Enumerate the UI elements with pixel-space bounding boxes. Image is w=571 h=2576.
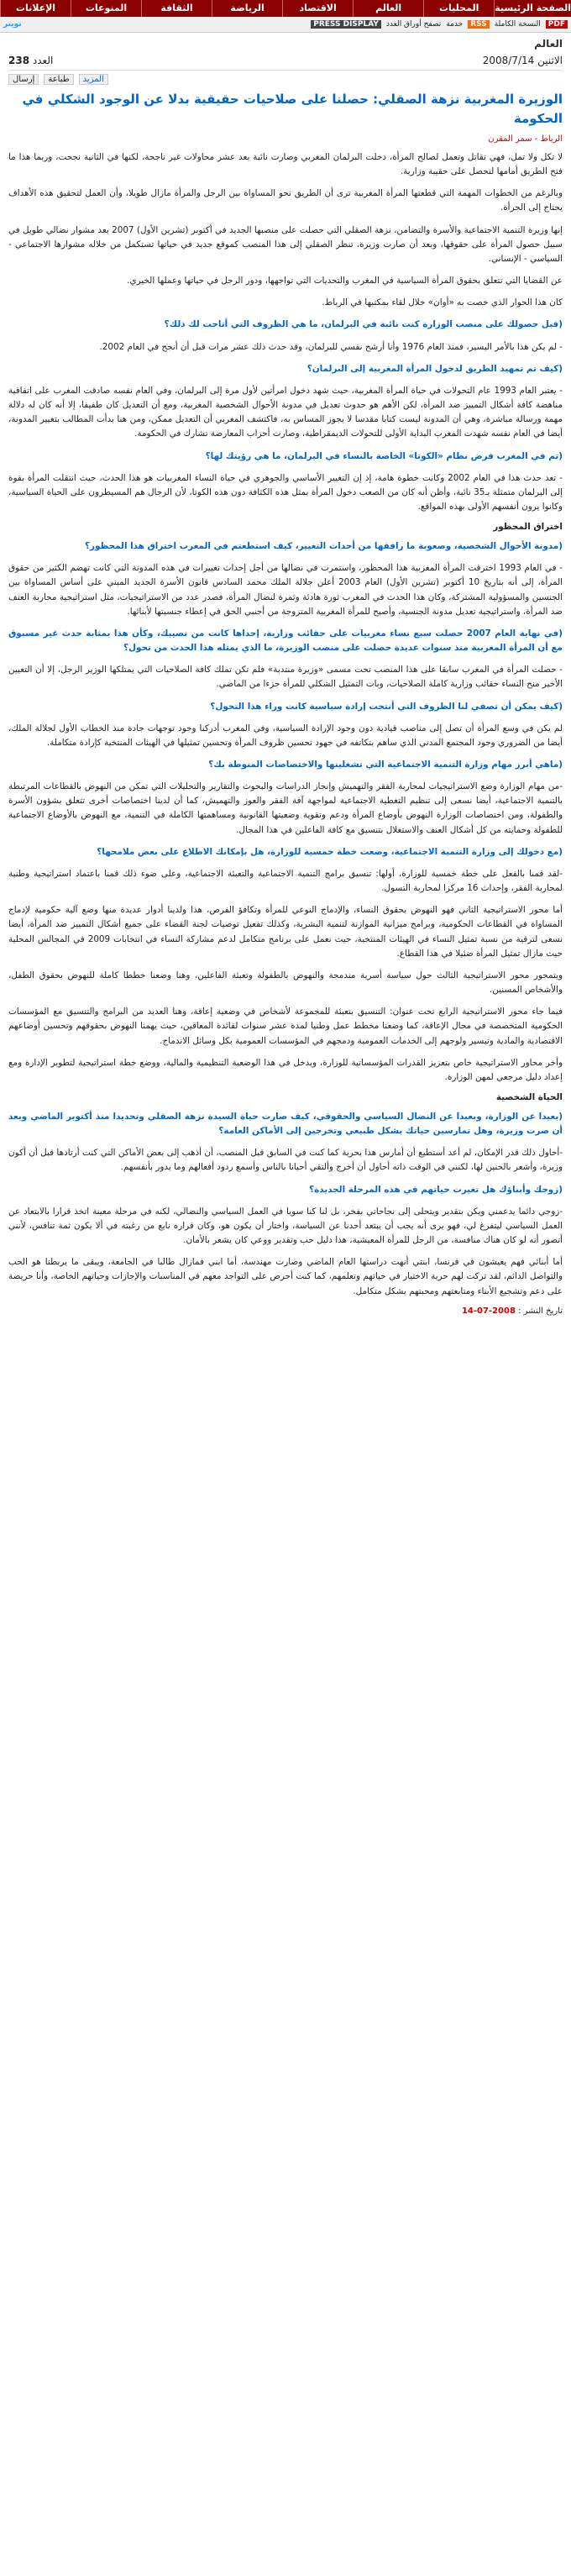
publish-footer [8,1306,563,1316]
interview-question: (مدونة الأحوال الشخصية، وصعوبة ما رافقها من أحداث التغيير، كيف استطعتم في المغرب اختراق هذا المحظور؟ [84,541,563,552]
nav-item[interactable]: الإعلانات [0,0,71,17]
paragraph: - في العام 1993 اخترقت المرأة المغربية هذا المحظور، واستمرت في نضالها من أجل إحداث تغييرات في هذه المدونة التي كانت تهضم الكثير من حقوق المرأة، إلى أنه بتاريخ 10 أكتوبر (تشرين الأول) العام 2003 أعلن جلالة الملك محمد السادس قانون الأسرة الجديد المبني على أساس المساواة بين الجنسين والمسؤولية المشتركة، وكان هذا الحدث في المغرب ثورة هادئة وثمرة لنضال المرأة، فصدر عدد من الاستراتيجيات، مثل استراتيجية محاربة العنف ضد المرأة، واستراتيجية تعديل مدونة الجنسية، وأصبح للمرأة المغربية المتزوجة من أجنبي الحق في إعطاء جنسيتها لأبنائها. [8,563,563,617]
nav-item[interactable]: المحليات [423,0,494,17]
paragraph: - حصلت المرأة في المغرب سابقا على هذا المنصب تحت مسمى «وزيرة منتدبة» فلم تكن تملك كافة الصلاحيات التي يمتلكها الوزير الرجل، إلا أن التعيين الأخير منح النساء حقائب وزارية كاملة الصلاحيات، وبات التمثيل الشكلي للمرأة جزءا من الماضي. [8,665,563,690]
pdf-button[interactable]: PDF [546,20,568,29]
complete-edition-link[interactable]: النسخة الكاملة [494,20,541,29]
more-link[interactable]: المزيد [79,74,108,85]
section-heading: اختراق المحظور [493,522,563,533]
twitter-link[interactable]: تويتر [3,20,22,29]
paragraph: فيما جاء محور الاستراتيجية الرابع تحت عنوان: التنسيق بتعبئة للمجموعة لأشخاص في وضعية إعاقة، وهنا العديد من البرامج والتنسيق مع المؤسسات الحكومية المتخصصة في مجال الإعاقة، كما وضعنا مخطط عمل وطنيا لمدة عشر سنوات لفائدة المعاقين، حيث يهمنا النهوض بحقوقهم وتحسين أوضاعهم الاقتصادية والمادية وتيسير ولوجهم إلى الخدمات العمومية ودمجهم في المؤسسات العمومية بكل وسائل الاندماج. [8,1007,563,1046]
publish-label: تاريخ النشر : [518,1306,563,1316]
paragraph: -أحاول ذلك قدر الإمكان، لم أعد أستطيع أن أمارس هذا بحرية كما كنت في السابق قبل المنصب، أن أذهب إلى بعض الأماكن التي كنت أرتادها قبل أن أكون وزيرة، وأشعر بالحنين لها، لكنني في الوقت ذاته أحاول أن أخرج وألتقي أحيانا بالناس وأسمع ردود أفعالهم وما يدور بأنفسهم. [8,1148,563,1173]
paragraph: عن القضايا التي تتعلق بحقوق المرأة السياسية في المغرب والتحديات التي تواجهها، ودور الرجل في حياتها وعملها الخيري. [127,276,563,287]
paragraph: ويتمحور محور الاستراتيجية الثالث حول سياسة أسرية مندمجة والنهوض بالطفولة وتعبئة الفاعلين، وهنا وضعنا خططا كاملة للنهوض بحقوق الطفل، والأشخاص المسنين. [8,970,563,996]
rss-icon[interactable]: RSS [468,20,490,29]
main-nav [0,0,571,17]
paragraph: -زوجي دائما يدعمني ويكن بتقدير ويتحلى إلى نجاحاتي بفخر، بل لنا كنا سويا في العمل السياسي والنضالي، لكنه في مرحلة معينة اتخذ قرارا بالابتعاد عن العمل السياسي ليتفرغ لي، فهو يرى أنه يجب أن يبتعد أحدنا عن السياسة، واختار أن يكون هو، وكان قراره نابع من رغبته في ألا يكون ثمة تنافس، لأنني أتصور أنه لو كان هناك منافسة، من الرجل للمرأة المعيشية، هذا دليل حب وتقدير ووعي كان يشعر بالأمان. [8,1206,563,1246]
paragraph: - يعتبر العام 1993 عام التحولات في حياة المرأة المغربية، حيث شهد دخول امرأتين لأول مرة إلى البرلمان، وفي العام نفسه صادقت المغرب على اتفاقية مناهضة كافة أشكال التمييز ضد المرأة، لكن الأهم هو حدوث تعديل في مدونة الأحوال الشخصية المغربية، ومع أن التعديل كان طفيفا، إلا أنه كان له دلالة مهمة ورسالة مباشرة، وهي أن المدونة ليست كتابا مقدسا لا يجوز المساس به، فاكتشف المغربي أن التعديل ممكن، ومن هنا بدأت المطالب بتغيير المدونة، أيضا في العام نفسه شهدت المغرب البداية الأولى للتحولات الديمقراطية، وصارت أحزاب المعارضة تشارك في الحكومة. [8,385,563,439]
sub-toolbar [0,17,571,33]
article-tools [8,74,563,85]
issue-info [8,55,563,71]
paragraph: -لقد قمنا بالفعل على خطة خمسية للوزارة، أولها: تنسيق برامج التنمية الاجتماعية والتعبئة الاجتماعية، وعلى ضوء ذلك قمنا باعتماد استراتيجية وطنية لمحاربة الفقر، وإحداث 16 مركزا لمحاربة التسول. [8,868,563,894]
article-author: الرباط - سمر المقرن [488,134,563,144]
paragraph: لم يكن في وسع المرأة أن تصل إلى مناصب قيادية دون وجود الإرادة السياسية، وفي المغرب أدركنا وجود توجهات جادة منذ الخطاب الأول لجلالة الملك، أيضا من الضروري وجود المجتمع المدني الذي ساهم بتكاتفه في جهود تحسين ظروف المرأة وتحسين تمثيلها في الهيئات المنتخبة كإرادة متكاملة. [8,723,563,748]
interview-question: (كيف يمكن أن تصفي لنا الظروف التي أنتجت إرادة سياسية كانت وراء هذا التحول؟ [210,701,563,712]
issue-number-label: العدد [32,55,54,66]
nav-item[interactable]: الاقتصاد [282,0,353,17]
paragraph: لا تكل ولا تمل، فهي تقاتل وتعمل لصالح المرأة، دخلت البرلمان المغربي وصارت نائبة بعد عشر محاولات غير ناجحة، لكنها في الثانية نجحت، وربما هذا ما فتح الطريق أمامها لتحصل على حقيبة وزارية. [8,152,563,177]
interview-question: (مع دخولك إلى وزارة التنمية الاجتماعية، وضعت خطة خمسية للوزارة، هل بإمكانك الاطلاع على بعض ملامحها؟ [97,846,563,857]
publish-date: 14-07-2008 [461,1306,516,1316]
paragraph: كان هذا الحوار الذي خصت به «أوان» خلال لقاء بمكتبها في الرباط. [322,297,563,308]
press-display-link[interactable]: PRESS DISPLAY [311,20,381,29]
browse-issue-link[interactable]: تصفح أوراق العدد [385,20,442,29]
nav-item[interactable]: الصفحة الرئيسية [494,0,571,17]
issue-date: الاثنين 2008/7/14 [482,55,563,66]
nav-item[interactable]: الثقافة [141,0,212,17]
issue-number: 238 [8,55,30,66]
interview-question: (في نهاية العام 2007 حصلت سبع نساء مغربيات على حقائب وزارية، إحداها كانت من نصيبك، وكأن هذا بمثابة حدث غير مسبوق مع أن المرأة المغربية منذ سنوات عديدة حصلت على منصب الوزيرة، ما الذي يمثله هذا الحدث من تحول؟ [8,628,563,654]
article-container [0,33,571,1321]
nav-item[interactable]: المنوعات [71,0,141,17]
nav-item[interactable]: العالم [353,0,423,17]
paragraph: - لم يكن هذا بالأمر اليسير، فمنذ العام 1976 وأنا أرشح نفسي للبرلمان، وقد حدث ذلك عشر مرات قبل أن أنجح في العام 2002. [99,341,563,352]
interview-question: (ماهي أبرز مهام وزارة التنمية الاجتماعية التي تشغلينها والاختصاصات المنوطة بك؟ [208,760,563,770]
paragraph: - تعد حدث هذا في العام 2002 وكانت خطوة هامة، إذ إن التغيير الأساسي والجوهري في حياة النساء المغربيات هو هذا الحدث، حيث انتقلت المرأة بقوة إلى البرلمان متمثلة بـ35 نائبة، وأظن أنه كان من الصعب دخول المرأة بمثل هذه الكثافة دون هذه الكوتا، لأن الرجال هم المسيطرون على الحياة السياسية، وكانوا يرون أنفسهم الأولى بهذه المواقع. [8,472,563,512]
paragraph: أما أبنائي فهم يعيشون في فرنسا، ابنتي أنهت دراستها العام الماضي وصارت مهندسة، أما ابني فمازال طالبا في الجامعة، ويبقى ما يربطنا هو الحب والتواصل الدائم، لقد تركت لهم حرية الاختيار في حياتهم وتعلمهم، كما كنت أحرص على التواجد معهم في المناسبات والإجازات وحياتهم الخاصة، وأنا حريصة على دعم وتشجيع الأبناء ومتابعتهم ومحبتهم بشكل متكامل. [8,1257,563,1296]
paragraph: وبالرغم من الخطوات المهمة التي قطعتها المرأة المغربية ترى أن الطريق نحو المساواة بين الرجل والمرأة مازال طويلا، وأن العمل لتحقيق هذه الأهداف يحتاج إلى الجرأة. [8,188,563,213]
paragraph: أما محور الاستراتيجية الثاني فهو النهوض بحقوق النساء، والإدماج النوعي للمرأة وتكافؤ الفرص، هذا ولدينا أدوار عديدة منها وضع آلية حكومية لإدماج المساواة في القطاعات الحكومية، وبرامج ميزانية الموازنة لتنمية البشرية، وكذلك تفعيل توصيات لجنة القضاء على جميع أشكال التمييز ضد المرأة، أيضا نسعى لترقية من نسبة تمثيل النساء في الهيئات المنتخبة، حيث نعمل على برنامج متكامل لدعم مشاركة النساء في انتخابات 2009 في المجالس المحلية حيث مازال تمثيل المرأة ضئيلا في هذا القطاع. [8,905,563,959]
section-label: العالم [534,38,563,50]
interview-question: (بعيدا عن الوزارة، وبعيدا عن النضال السياسي والحقوقي، كيف صارت حياة السيدة نزهة الصقلي وتحديدا منذ أكتوبر الماضي وبعد أن صرت وزيرة، وهل تمارسين حياتك بشكل طبيعي وتخرجين إلى الأماكن العامة؟ [8,1111,563,1137]
paragraph: إنها وزيرة التنمية الاجتماعية والأسرة والتضامن، نزهة الصقلي التي حصلت على منصبها الجديد في أكتوبر (تشرين الأول) 2007 بعد مشوار نضالي طويل في سبيل حصول المرأة على حقوقها، وبعد أن صارت وزيرة، تنظر الصقلي إلى هذا المنصب كموقع جديد في حياتها تستكمل من خلاله مشوارها الاجتماعي - السياسي - الإنساني. [8,224,563,264]
rss-service-link[interactable]: خدمة [446,20,464,29]
article-title: الوزيرة المغربية نزهة الصقلي: حصلنا على صلاحيات حقيقية بدلا عن الوجود الشكلي في الحكومة [22,92,563,126]
email-button[interactable]: إرسال [8,74,39,85]
paragraph: -من مهام الوزارة وضع الاستراتيجيات لمحاربة الفقر والتهميش وإنجاز الدراسات والبحوث والتقارير والتحليلات التي تمكن من النهوض بالقطاعات المرتبطة بالتنمية الاجتماعية، أيضا نسعى إلى تنظيم التغطية الاجتماعية لمواجهة آفة الفقر والعوز والتهميش، كما أن لدينا اختصاصات أخرى تتعلق بشؤون الأسرة والطفولة، ومن اختصاصات الوزارة النهوض بأوضاع المرأة ودعم وتقوية وضعيتها القانونية ومساهمتها الكاملة في التنمية، مع النهوض بالأوضاع الاجتماعية للطفولة وحمايته من كل أشكال العنف والاستغلال بتنسيق مع كافة الفاعلين في هذا المجال. [8,781,563,835]
print-button[interactable]: طباعة [44,74,73,85]
issue-number-wrap [8,55,53,66]
paragraph: وأخر محاور الاستراتيجية خاص بتعزيز القدرات المؤسساتية للوزارة، ويدخل في هذا الوضعية التنظيمية والمالية، ووضع خطة استراتيجية لتطوير الإدارة ومع إعداد دليل مرجعي لمهن الوزارة. [8,1057,563,1082]
article-body [8,150,563,1299]
interview-question: (تم في المغرب فرض نظام «الكوتا» الخاصة بالنساء في البرلمان، ما هي رؤيتك لها؟ [205,450,563,461]
interview-question: (قبل حصولك على منصب الوزارة كنت نائبة في البرلمان، ما هي الظروف التي أتاحت لك ذلك؟ [164,319,563,330]
nav-item[interactable]: الرياضة [212,0,282,17]
interview-question: (كيف تم تمهيد الطريق لدخول المرأة المغربية إلى البرلمان؟ [306,363,563,374]
section-heading: الحياة الشخصية [495,1091,563,1102]
interview-question: (زوجك وأبناؤك هل تغيرت حياتهم في هذه المرحلة الجديدة؟ [309,1184,563,1195]
